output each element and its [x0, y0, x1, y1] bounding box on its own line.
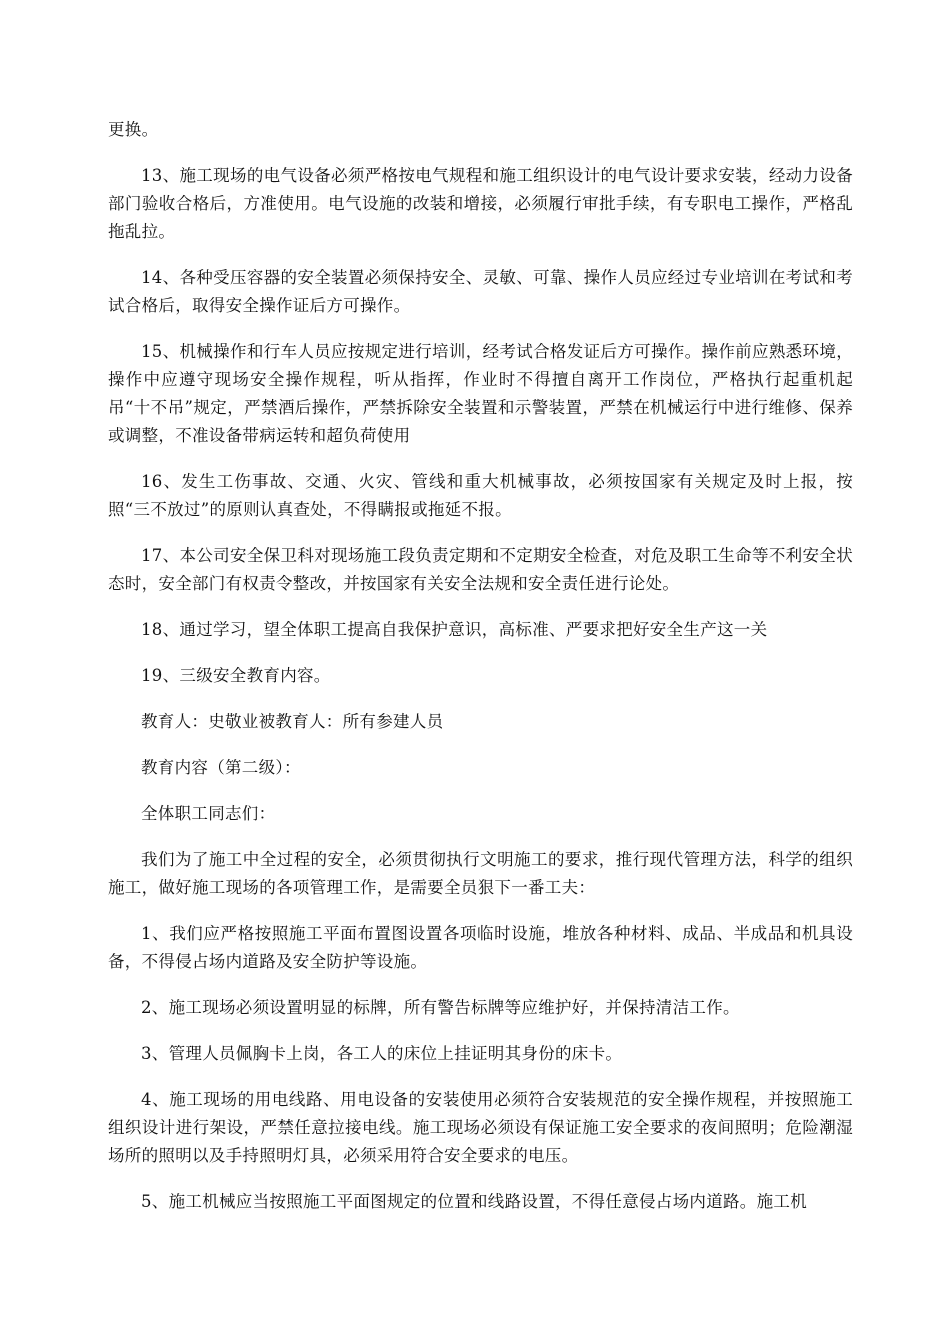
paragraph: 2、施工现场必须设置明显的标牌，所有警告标牌等应维护好，并保持清洁工作。: [141, 998, 740, 1017]
paragraph: 18、通过学习，望全体职工提高自我保护意识，高标准、严要求把好安全生产这一关: [141, 620, 768, 639]
paragraph: 16、发生工伤事故、交通、火灾、管线和重大机械事故，必须按国家有关规定及时上报，按照“三不放过”的原则认真查处，不得瞒报或拖延不报。: [108, 472, 853, 519]
paragraph: 14、各种受压容器的安全装置必须保持安全、灵敏、可靠、操作人员应经过专业培训在考试和考试合格后，取得安全操作证后方可操作。: [108, 268, 853, 315]
document-body: [108, 116, 853, 1234]
paragraph: 我们为了施工中全过程的安全，必须贯彻执行文明施工的要求，推行现代管理方法，科学的组织施工，做好施工现场的各项管理工作，是需要全员狠下一番工夫：: [108, 850, 853, 897]
paragraph: 15、机械操作和行车人员应按规定进行培训，经考试合格发证后方可操作。操作前应熟悉环境，操作中应遵守现场安全操作规程，听从指挥，作业时不得擅自离开工作岗位，严格执行起重机起吊“十不吊”规定，严禁酒后操作，严禁拆除安全装置和示警装置，严禁在机械运行中进行维修、保养或调整，不准设备带病运转和超负荷使用: [108, 342, 853, 445]
paragraph: 17、本公司安全保卫科对现场施工段负责定期和不定期安全检查，对危及职工生命等不利安全状态时，安全部门有权责令整改，并按国家有关安全法规和安全责任进行论处。: [108, 546, 853, 593]
paragraph: 全体职工同志们：: [141, 804, 276, 823]
paragraph: 更换。: [108, 120, 159, 139]
paragraph: 19、三级安全教育内容。: [141, 666, 331, 685]
paragraph: 教育人：史敬业被教育人：所有参建人员: [141, 712, 444, 731]
paragraph: 1、我们应严格按照施工平面布置图设置各项临时设施，堆放各种材料、成品、半成品和机具设备，不得侵占场内道路及安全防护等设施。: [108, 924, 853, 971]
paragraph: 4、施工现场的用电线路、用电设备的安装使用必须符合安装规范的安全操作规程，并按照施工组织设计进行架设，严禁任意拉接电线。施工现场必须设有保证施工安全要求的夜间照明；危险潮湿场所的照明以及手持照明灯具，必须采用符合安全要求的电压。: [108, 1090, 853, 1165]
paragraph: 13、施工现场的电气设备必须严格按电气规程和施工组织设计的电气设计要求安装，经动力设备部门验收合格后，方准使用。电气设施的改装和增接，必须履行审批手续，有专职电工操作，严格乱拖乱拉。: [108, 166, 853, 241]
paragraph: 5、施工机械应当按照施工平面图规定的位置和线路设置，不得任意侵占场内道路。施工机: [141, 1192, 807, 1211]
paragraph: 教育内容（第二级）：: [141, 758, 301, 777]
paragraph: 3、管理人员佩胸卡上岗，各工人的床位上挂证明其身份的床卡。: [141, 1044, 623, 1063]
